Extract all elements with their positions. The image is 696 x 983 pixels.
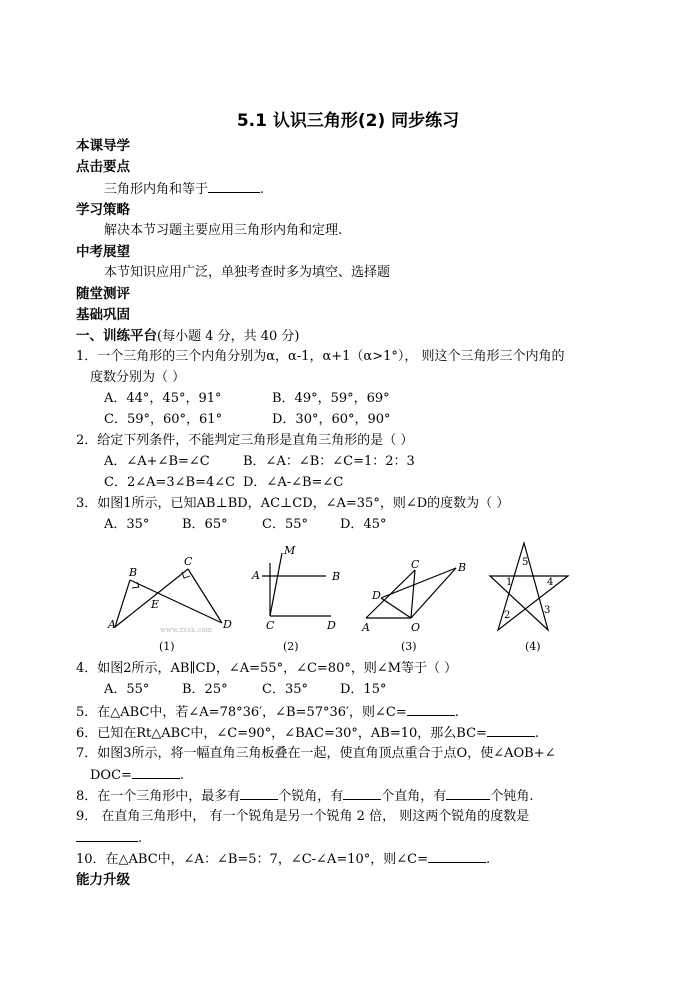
q2-option-b[interactable]: B．∠A：∠B：∠C=1：2：3	[243, 454, 415, 469]
fig1-label-d: D	[223, 618, 232, 631]
q1-option-b[interactable]: B．49°，59°，69°	[272, 391, 390, 406]
q10-period: .	[486, 852, 491, 867]
fig1-label-b: B	[129, 566, 138, 579]
q2-option-d[interactable]: D．∠A-∠B=∠C	[243, 475, 344, 490]
q8-blank-3[interactable]	[446, 787, 490, 800]
section-test: 随堂测评	[76, 286, 130, 302]
fig3-label-c: C	[411, 558, 420, 571]
fig-caption-3: (3)	[401, 640, 417, 653]
q1-option-c[interactable]: C．59°，60°，61°	[104, 412, 223, 427]
q5-text: 5．在△ABC中，若∠A=78°36′，∠B=57°36′，则∠C=	[76, 705, 407, 720]
fig3-line-db	[381, 568, 456, 598]
figure-4	[490, 543, 568, 630]
points-text	[104, 180, 264, 199]
fig3-label-b: B	[458, 561, 467, 574]
fig2-label-d: D	[327, 619, 336, 632]
q7-blank[interactable]	[132, 766, 180, 779]
fig4-label-1: 1	[506, 577, 513, 588]
fig4-star	[490, 543, 568, 630]
fig4-label-3: 3	[544, 605, 551, 616]
fig3-label-a: A	[362, 621, 370, 634]
q1-option-a[interactable]: A．44°，45°，91°	[104, 391, 222, 406]
q9-line-1: 9． 在直角三角形中， 有一个锐角是另一个锐角 2 倍， 则这两个锐角的度数是	[76, 809, 530, 824]
points-text-a: 三角形内角和等于	[104, 182, 209, 197]
q8-line	[76, 787, 533, 806]
q8-text-d: 个钝角.	[490, 789, 534, 804]
q3-option-c[interactable]: C．55°	[262, 517, 308, 532]
q9-period: .	[138, 831, 143, 846]
section-advance: 能力升级	[76, 872, 130, 888]
q8-blank-2[interactable]	[343, 787, 381, 800]
q6-line	[76, 724, 539, 743]
q7-line-2	[90, 766, 184, 785]
section-guide: 本课导学	[76, 138, 130, 154]
platform-title: 一、训练平台	[76, 328, 157, 344]
q2-option-c[interactable]: C．2∠A=3∠B=4∠C	[104, 475, 236, 490]
q8-text-a: 8．在一个三角形中，最多有	[76, 789, 241, 804]
section-strategy: 学习策略	[76, 202, 130, 218]
q5-blank[interactable]	[407, 703, 455, 716]
q3-option-b[interactable]: B．65°	[182, 517, 228, 532]
strategy-text: 解决本节习题主要应用三角形内角和定理.	[104, 223, 343, 238]
q6-period: .	[534, 726, 540, 741]
fig4-label-5: 5	[522, 557, 529, 568]
q9-line-2	[76, 829, 142, 848]
figure-2	[262, 553, 331, 616]
fig-caption-2: (2)	[283, 640, 299, 653]
figures-row	[0, 538, 696, 660]
q10-blank[interactable]	[428, 850, 486, 863]
fig4-label-2: 2	[504, 610, 511, 621]
q1-stem2: 度数分别为（ ）	[90, 370, 186, 385]
fig3-label-d: D	[372, 589, 381, 602]
q5-period: .	[454, 705, 459, 720]
q4-option-b[interactable]: B．25°	[182, 682, 228, 697]
answer-blank[interactable]	[208, 180, 260, 193]
q4-option-a[interactable]: A．55°	[104, 682, 150, 697]
q3-stem: 3．如图1所示，已知AB⊥BD，AC⊥CD，∠A=35°，则∠D的度数为（ ）	[76, 496, 510, 511]
section-points: 点击要点	[76, 159, 130, 175]
q8-text-c: 个直角，有	[381, 789, 447, 804]
q5-line	[76, 703, 459, 722]
q2-stem: 2．给定下列条件，不能判定三角形是直角三角形的是（ ）	[76, 433, 414, 448]
section-basic: 基础巩固	[76, 307, 130, 323]
fig-caption-4: (4)	[525, 640, 541, 653]
q7-line-1: 7．如图3所示，将一幅直角三角板叠在一起，使直角顶点重合于点O，使∠AOB+∠	[76, 746, 556, 761]
fig3-label-o: O	[411, 621, 421, 634]
fig1-label-a: A	[108, 618, 116, 631]
q1-stem: 1．一个三角形的三个内角分别为α，α-1，α+1（α>1°）， 则这个三角形三个内角的	[76, 349, 565, 364]
fig1-line-ab	[115, 580, 130, 627]
q4-option-d[interactable]: D．15°	[340, 682, 387, 697]
watermark-text: www.zxxk.com	[160, 626, 213, 634]
q2-option-a[interactable]: A．∠A+∠B=∠C	[104, 454, 210, 469]
q10-line	[76, 850, 490, 869]
fig2-label-a: A	[252, 569, 260, 582]
q1-option-d[interactable]: D．30°，60°，90°	[272, 412, 391, 427]
fig3-line-ob	[411, 568, 456, 618]
points-text-b: .	[260, 182, 265, 197]
platform-note: (每小题 4 分，共 40 分)	[157, 329, 300, 344]
fig3-line-oc	[411, 570, 415, 618]
fig1-label-c: C	[184, 555, 193, 568]
fig2-label-c: C	[266, 619, 275, 632]
fig2-line-cm	[270, 553, 282, 616]
fig-caption-1: (1)	[159, 640, 175, 653]
fig2-label-b: B	[332, 570, 341, 583]
fig4-label-4: 4	[547, 577, 554, 588]
platform-heading	[76, 327, 300, 346]
q8-text-b: 个锐角，有	[278, 789, 344, 804]
q4-stem: 4．如图2所示，AB∥CD，∠A=55°，∠C=80°，则∠M等于（ ）	[76, 661, 458, 676]
fig3-line-do	[381, 598, 411, 618]
fig1-label-e: E	[151, 598, 160, 611]
q6-text: 6．已知在Rt△ABC中，∠C=90°，∠BAC=30°，AB=10，那么BC=	[76, 726, 487, 741]
exam-text: 本节知识应用广泛，单独考查时多为填空、选择题	[104, 265, 391, 280]
q9-blank[interactable]	[76, 829, 138, 842]
q6-blank[interactable]	[487, 724, 535, 737]
q8-blank-1[interactable]	[240, 787, 278, 800]
q4-option-c[interactable]: C．35°	[262, 682, 308, 697]
page-title: 5.1 认识三角形(2) 同步练习	[236, 111, 460, 131]
section-exam: 中考展望	[76, 244, 130, 260]
q3-option-a[interactable]: A．35°	[104, 517, 150, 532]
q10-text: 10．在△ABC中，∠A：∠B=5：7，∠C-∠A=10°，则∠C=	[76, 852, 429, 867]
q3-option-d[interactable]: D．45°	[340, 517, 387, 532]
q7-text-2: DOC=	[90, 768, 132, 783]
fig2-label-m: M	[284, 544, 296, 557]
q7-period: .	[179, 768, 185, 783]
